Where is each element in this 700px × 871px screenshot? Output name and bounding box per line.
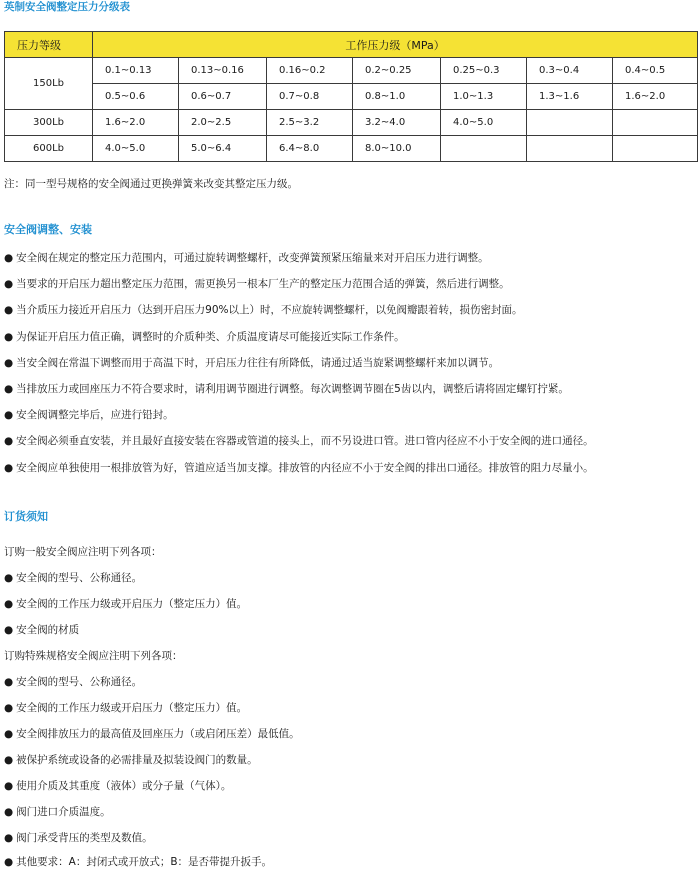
list-item [4,778,231,794]
list-item [4,276,510,292]
list-item [4,726,300,742]
list-item-text: 阀门承受背压的类型及数值。 [16,832,153,844]
table-cell [527,136,613,162]
bullet-icon: ● [4,728,14,740]
bullet-icon: ● [4,435,14,447]
list-item [4,752,258,768]
list-item-text: 被保护系统或设备的必需排量及拟装设阀门的数量。 [16,754,258,766]
table-cell: 0.25~0.3 [441,58,527,84]
bullet-icon: ● [4,278,14,290]
header-pressure-class: 压力等级 [5,32,93,58]
table-cell: 0.4~0.5 [613,58,698,84]
list-item-text: 安全阀排放压力的最高值及回座压力（或启闭压差）最低值。 [16,728,300,740]
table-cell: 0.2~0.25 [353,58,441,84]
list-item-text: 安全阀应单独使用一根排放管为好，管道应适当加支撑。排放管的内径应不小于安全阀的排出口通径。排放管的阻力尽量小。 [16,462,594,474]
list-item [4,250,489,266]
table-cell: 1.0~1.3 [441,84,527,110]
table-row [5,84,698,110]
bullet-icon: ● [4,252,14,264]
list-item [4,596,247,612]
table-row [5,136,698,162]
list-item [4,700,247,716]
table-row [5,110,698,136]
general-order-intro: 订购一般安全阀应注明下列各项： [4,546,162,558]
table-cell: 2.5~3.2 [267,110,353,136]
section-title-ordering: 订货须知 [4,510,48,523]
list-item [4,570,142,586]
list-item [4,407,174,423]
list-item-text: 为保证开启压力值正确，调整时的介质种类、介质温度请尽可能接近实际工作条件。 [16,331,405,343]
list-item-text: 安全阀的工作压力级或开启压力（整定压力）值。 [16,702,248,714]
table-cell: 1.6~2.0 [613,84,698,110]
table-cell: 0.6~0.7 [179,84,267,110]
table-cell: 6.4~8.0 [267,136,353,162]
list-item [4,622,79,638]
bullet-icon: ● [4,832,14,844]
row-label-600lb: 600Lb [5,136,93,162]
list-item-text: 其他要求：A：封闭式或开放式；B：是否带提升扳手。 [16,856,273,868]
section-title-adjust-install: 安全阀调整、安装 [4,223,92,236]
table-cell [613,110,698,136]
table-cell: 4.0~5.0 [441,110,527,136]
list-item-text: 安全阀调整完毕后，应进行铅封。 [16,409,174,421]
list-item-text: 安全阀在规定的整定压力范围内，可通过旋转调整螺杆，改变弹簧预紧压缩量来对开启压力进行调整。 [16,252,489,264]
list-item-text: 安全阀的工作压力级或开启压力（整定压力）值。 [16,598,248,610]
bullet-icon: ● [4,304,14,316]
bullet-icon: ● [4,856,14,868]
table-row [5,58,698,84]
list-item [4,854,272,870]
table-cell: 1.3~1.6 [527,84,613,110]
list-item [4,830,153,846]
bullet-icon: ● [4,754,14,766]
list-item-text: 安全阀的材质 [16,624,80,636]
table-cell: 0.5~0.6 [93,84,179,110]
table-note: 注：同一型号规格的安全阀通过更换弹簧来改变其整定压力级。 [4,178,298,190]
list-item-text: 安全阀必须垂直安装，并且最好直接安装在容器或管道的接头上，而不另设进口管。进口管内径应不小于安全阀的进口通径。 [16,435,594,447]
bullet-icon: ● [4,572,14,584]
bullet-icon: ● [4,383,14,395]
bullet-icon: ● [4,676,14,688]
list-item [4,460,594,476]
list-item [4,804,111,820]
bullet-icon: ● [4,780,14,792]
list-item-text: 当安全阀在常温下调整而用于高温下时，开启压力往往有所降低，请通过适当旋紧调整螺杆来加以调节。 [16,357,500,369]
header-working-pressure: 工作压力级（MPa） [93,32,698,58]
bullet-icon: ● [4,806,14,818]
row-label-300lb: 300Lb [5,110,93,136]
table-cell [441,136,527,162]
list-item [4,355,499,371]
list-item-text: 安全阀的型号、公称通径。 [16,676,143,688]
bullet-icon: ● [4,598,14,610]
list-item [4,381,569,397]
list-item [4,674,142,690]
table-cell: 8.0~10.0 [353,136,441,162]
table-cell: 0.8~1.0 [353,84,441,110]
list-item-text: 当排放压力或回座压力不符合要求时，请利用调节圈进行调整。每次调整调节圈在5齿以内，调整后请将固定螺钉拧紧。 [16,383,569,395]
list-item-text: 当要求的开启压力超出整定压力范围，需更换另一根本厂生产的整定压力范围合适的弹簧，然后进行调整。 [16,278,510,290]
bullet-icon: ● [4,462,14,474]
bullet-icon: ● [4,702,14,714]
table-cell: 0.16~0.2 [267,58,353,84]
table-cell [613,136,698,162]
table-cell: 4.0~5.0 [93,136,179,162]
table-cell: 0.7~0.8 [267,84,353,110]
bullet-icon: ● [4,331,14,343]
list-item-text: 当介质压力接近开启压力（达到开启压力90%以上）时，不应旋转调整螺杆，以免阀瓣跟着转，损伤密封面。 [16,304,523,316]
pressure-grade-table [4,31,698,162]
table-cell: 0.3~0.4 [527,58,613,84]
table-cell: 5.0~6.4 [179,136,267,162]
row-label-150lb: 150Lb [5,58,93,110]
bullet-icon: ● [4,624,14,636]
table-cell: 1.6~2.0 [93,110,179,136]
list-item-text: 使用介质及其重度（液体）或分子量（气体）。 [16,780,232,792]
list-item [4,433,594,449]
table-header-row [5,32,698,58]
list-item [4,302,523,318]
table-cell: 2.0~2.5 [179,110,267,136]
table-title: 英制安全阀整定压力分级表 [4,1,130,13]
table-cell [527,110,613,136]
list-item-text: 阀门进口介质温度。 [16,806,111,818]
table-cell: 3.2~4.0 [353,110,441,136]
table-cell: 0.13~0.16 [179,58,267,84]
special-order-intro: 订购特殊规格安全阀应注明下列各项： [4,650,183,662]
bullet-icon: ● [4,357,14,369]
list-item [4,329,405,345]
table-cell: 0.1~0.13 [93,58,179,84]
bullet-icon: ● [4,409,14,421]
list-item-text: 安全阀的型号、公称通径。 [16,572,143,584]
